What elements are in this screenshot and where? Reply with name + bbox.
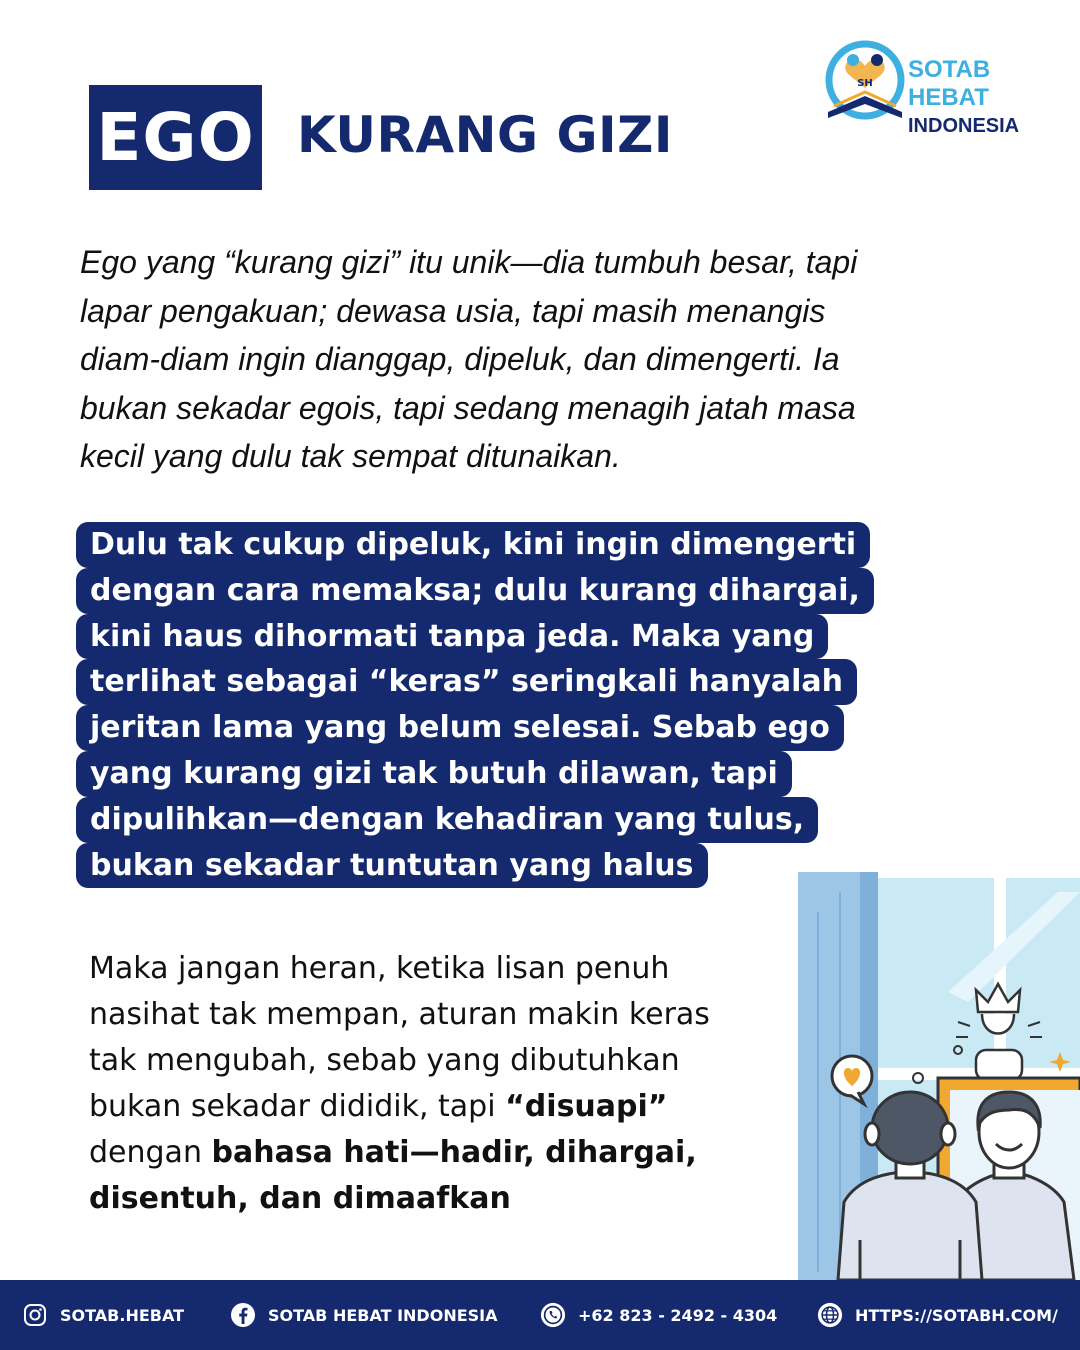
page-title: KURANG GIZI — [297, 106, 673, 164]
footer-facebook[interactable] — [230, 1280, 498, 1350]
instagram-icon — [22, 1302, 48, 1328]
quote-line: terlihat sebagai “keras” seringkali hanyalah — [76, 659, 857, 705]
quote-line: Dulu tak cukup dipeluk, kini ingin dimengerti — [76, 522, 870, 568]
intro-line: lapar pengakuan; dewasa usia, tapi masih menangis — [80, 292, 826, 329]
highlight-quote — [76, 522, 876, 888]
closing-emphasis: disentuh, dan dimaafkan — [89, 1181, 511, 1216]
quote-line: dengan cara memaksa; dulu kurang dihargai, — [76, 568, 874, 614]
brand-logo — [820, 38, 1050, 137]
closing-line — [89, 1130, 769, 1176]
mirror-illustration — [798, 872, 1080, 1280]
quote-line: bukan sekadar tuntutan yang halus — [76, 843, 708, 889]
intro-line: Ego yang “kurang gizi” itu unik—dia tumbuh besar, tapi — [80, 244, 858, 280]
closing-line: tak mengubah, sebab yang dibutuhkan — [89, 1043, 680, 1078]
quote-line: yang kurang gizi tak butuh dilawan, tapi — [76, 751, 792, 797]
closing-line: nasihat tak mempan, aturan makin keras — [89, 997, 710, 1032]
footer-bar — [0, 1280, 1080, 1350]
logo-line-2: INDONESIA — [908, 115, 1020, 137]
footer-whatsapp-label: +62 823 - 2492 - 4304 — [578, 1305, 778, 1325]
globe-icon — [817, 1302, 843, 1328]
facebook-icon — [230, 1302, 256, 1328]
quote-line: kini haus dihormati tanpa jeda. Maka yang — [76, 614, 828, 660]
title-ego-box: EGO — [89, 85, 262, 190]
closing-emphasis: “disuapi” — [505, 1089, 668, 1124]
intro-line: bukan sekadar egois, tapi sedang menagih jatah masa — [80, 389, 856, 426]
closing-line — [89, 1176, 769, 1222]
footer-facebook-label: SOTAB HEBAT INDONESIA — [268, 1305, 498, 1325]
logo-emblem-icon — [820, 38, 910, 128]
intro-paragraph — [80, 238, 960, 481]
logo-emblem-text: SH — [857, 78, 873, 89]
closing-text: bukan sekadar dididik, tapi — [89, 1089, 506, 1124]
closing-line: Maka jangan heran, ketika lisan penuh — [89, 951, 670, 986]
quote-line: jeritan lama yang belum selesai. Sebab ego — [76, 705, 844, 751]
footer-website[interactable] — [817, 1280, 1058, 1350]
footer-instagram[interactable] — [22, 1280, 184, 1350]
quote-line: dipulihkan—dengan kehadiran yang tulus, — [76, 797, 818, 843]
closing-text: dengan — [89, 1135, 212, 1170]
intro-line: diam-diam ingin dianggap, dipeluk, dan dimengerti. Ia — [80, 341, 840, 377]
closing-paragraph — [89, 946, 769, 1222]
whatsapp-icon — [540, 1302, 566, 1328]
logo-line-1: SOTAB HEBAT — [908, 56, 991, 111]
footer-instagram-label: SOTAB.HEBAT — [60, 1305, 185, 1325]
footer-whatsapp[interactable] — [540, 1280, 777, 1350]
intro-line: kecil yang dulu tak sempat ditunaikan. — [80, 438, 621, 474]
closing-line — [89, 1084, 769, 1130]
closing-emphasis: bahasa hati—hadir, dihargai, — [211, 1135, 697, 1170]
footer-website-label: HTTPS://SOTABH.COM/ — [855, 1305, 1058, 1325]
